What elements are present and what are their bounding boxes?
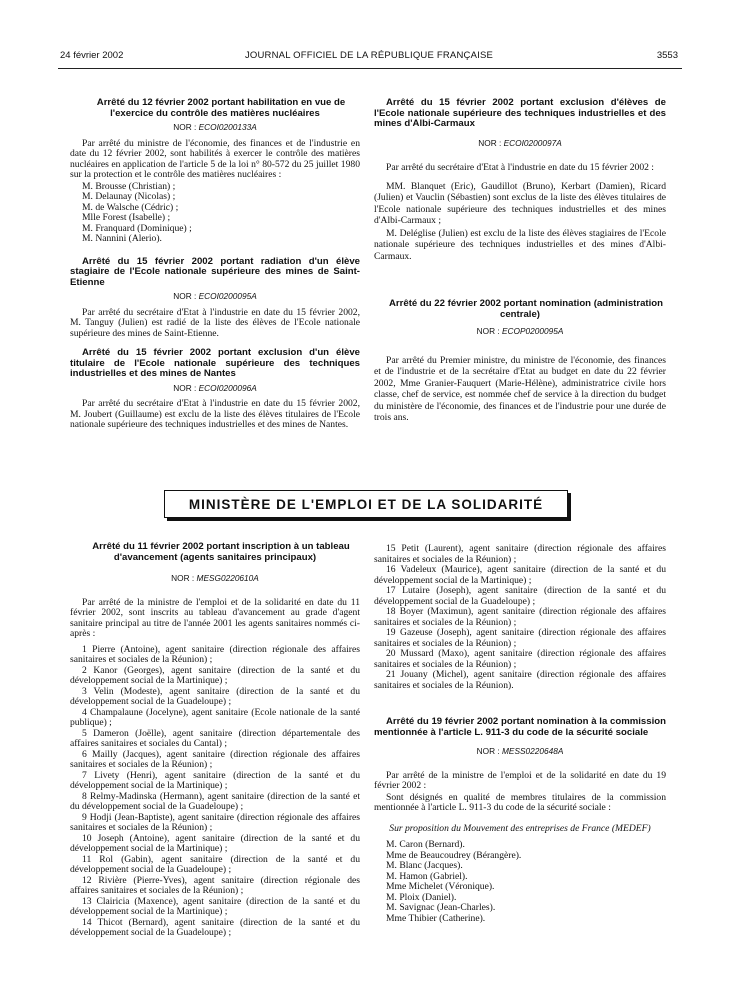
decree-block (70, 98, 360, 245)
list-item: M. Hamon (Gabriel). (386, 870, 468, 882)
header-journal-title: JOURNAL OFFICIEL DE LA RÉPUBLIQUE FRANÇAISE (244, 50, 494, 61)
list-item: 9 Hodji (Jean-Baptiste), agent sanitaire (direction régionale des affaires sanitaires et sociales de la Réunion) ; (70, 811, 360, 833)
name-list (70, 182, 360, 245)
list-item: M. Blanc (Jacques). (386, 860, 463, 871)
decree-title: Arrêté du 15 février 2002 portant radiation d'un élève stagiaire de l'Ecole nationale supérieure des mines de Saint-Etienne (70, 255, 360, 288)
list-item: 14 Thicot (Bernard), agent sanitaire (direction de la santé et du développement social de la Guadeloupe) ; (70, 916, 360, 938)
list-item: 7 Livety (Henri), agent sanitaire (direction de la santé et du développement social de la Martinique) ; (70, 769, 360, 791)
decree-title: Arrêté du 11 février 2002 portant inscription à un tableau d'avancement (agents sanitaires principaux) (92, 541, 350, 563)
decree-body: Sont désignés en qualité de membres titulaires de la commission mentionnée à l'article L. 911-3 du code de la sécurité sociale : (374, 791, 666, 813)
list-item: 8 Relmy-Madinska (Hermann), agent sanitaire (direction de la santé et du développement social de la Guadeloupe) ; (70, 790, 360, 812)
list-item: 20 Mussard (Maxo), agent sanitaire (direction régionale des affaires sanitaires et sociales de la Réunion) ; (374, 648, 666, 670)
nor-reference: NOR : MESS0220648A (476, 746, 564, 756)
decree-body: Par arrêté du secrétaire d'Etat à l'industrie en date du 15 février 2002, M. Joubert (Guillaume) est exclu de la liste des élèves titulaires de l'Ecole nationale supérieure des techniques industrielles et des mines de Nantes. (70, 398, 360, 430)
nor-reference: NOR : ECOI0200133A (173, 122, 257, 132)
list-item: 11 Rol (Gabin), agent sanitaire (direction de la santé et du développement social de la Guadeloupe) ; (70, 853, 360, 875)
list-item: Mme Michelet (Véronique). (386, 881, 495, 892)
nor-reference: NOR : ECOI0200096A (173, 382, 257, 393)
list-item: 16 Vadeleux (Maurice), agent sanitaire (direction de la santé et du développement social de la Martinique) ; (374, 564, 666, 586)
decree-body: Par arrêté de la ministre de l'emploi et de la solidarité en date du 19 février 2002 : (374, 769, 666, 791)
list-item: 2 Kanor (Georges), agent sanitaire (direction de la santé et du développement social de la Martinique) ; (70, 664, 360, 686)
decree-block (374, 98, 666, 262)
nor-reference: NOR : MESG0220610A (171, 573, 259, 583)
proposition-heading: Sur proposition du Mouvement des entreprises de France (MEDEF) (389, 822, 651, 834)
list-item: 10 Joseph (Antoine), agent sanitaire (direction de la santé et du développement social de la Martinique) ; (70, 832, 360, 854)
header-rule (58, 68, 682, 69)
list-item: 18 Boyer (Maximun), agent sanitaire (direction régionale des affaires sanitaires et sociales de la Réunion) ; (374, 606, 666, 628)
list-item: Mlle Forest (Isabelle) ; (82, 212, 171, 223)
top-right-column (374, 98, 666, 425)
decree-title: Arrêté du 15 février 2002 portant exclusion d'élèves de l'Ecole nationale supérieure des techniques industrielles et des mines d'Albi-Carmaux (374, 97, 666, 129)
decree-title: Arrêté du 12 février 2002 portant habilitation en vue de l'exercice du contrôle des matières nucléaires (96, 97, 346, 119)
ministry-banner: MINISTÈRE DE L'EMPLOI ET DE LA SOLIDARITÉ (164, 490, 568, 518)
decree-block (70, 348, 360, 431)
bottom-left-column (70, 542, 360, 939)
nor-reference: NOR : ECOP0200095A (476, 326, 564, 336)
decree-body: Par arrêté du Premier ministre, du ministre de l'économie, des finances et de l'industrie et de la secrétaire d'Etat au budget en date du 22 février 2002, Mme Granier-Fauquert (Marie-Hélène), administratrice civile hors classe, chef de service, est nommée chef de service à la direction du budget du ministère de l'économie, des finances et de l'industrie pour une durée de trois ans. (374, 354, 666, 423)
decree-title: Arrêté du 15 février 2002 portant exclusion d'un élève titulaire de l'Ecole nationale supérieure des techniques industrielles et des mines de Nantes (70, 347, 360, 379)
list-item: 13 Clairicia (Maxence), agent sanitaire (direction de la santé et du développement social de la Martinique) ; (70, 895, 360, 917)
nor-reference: NOR : ECOI0200095A (173, 291, 257, 301)
decree-body: MM. Blanquet (Eric), Gaudillot (Bruno), Kerbart (Damien), Ricard (Julien) et Vauclin (Sébastien) sont exclus de la liste des élèves titulaires de l'Ecole nationale supérieure des techniques industrielles et des mines d'Albi-Carmaux ; (374, 180, 666, 226)
decree-title: Arrêté du 22 février 2002 portant nomination (administration centrale) (388, 298, 663, 320)
list-item: 12 Rivière (Pierre-Yves), agent sanitaire (direction régionale des affaires sanitaires et sociales de la Réunion) ; (70, 874, 360, 896)
list-item: 5 Dameron (Joëlle), agent sanitaire (direction départementale des affaires sanitaires et sociales du Cantal) ; (70, 727, 360, 749)
list-item: 1 Pierre (Antoine), agent sanitaire (direction régionale des affaires sanitaires et sociales de la Réunion) ; (70, 643, 360, 665)
list-item: M. Savignac (Jean-Charles). (386, 902, 496, 913)
agent-list (374, 544, 666, 691)
list-item: Mme Thibier (Catherine). (386, 912, 486, 924)
header-date: 24 février 2002 (60, 50, 124, 61)
list-item: 6 Mailly (Jacques), agent sanitaire (direction régionale des affaires sanitaires et sociales de la Réunion) ; (70, 748, 360, 770)
decree-body: Par arrêté du ministre de l'économie, des finances et de l'industrie en date du 12 février 2002, sont habilités à exercer le contrôle des matières nucléaires en application de l'article 5 de la loi n° 80-572 du 25 juillet 1980 sur la protection et le contrôle des matières nucléaires : (70, 137, 360, 180)
decree-body: M. Deléglise (Julien) est exclu de la liste des élèves stagiaires de l'Ecole nationale supérieure des techniques industrielles et des mines d'Albi-Carmaux. (374, 227, 666, 262)
decree-title: Arrêté du 19 février 2002 portant nomination à la commission mentionnée à l'article L. 911-3 du code de la sécurité sociale (374, 716, 666, 738)
list-item: M. Brousse (Christian) ; (82, 180, 176, 192)
agent-list (70, 645, 360, 939)
list-item: 4 Champalaune (Jocelyne), agent sanitaire (Ecole nationale de la santé publique) ; (70, 706, 360, 728)
list-item: M. Caron (Bernard). (386, 839, 465, 850)
list-item: 21 Jouany (Michel), agent sanitaire (direction régionale des affaires sanitaires et sociales de la Réunion). (374, 669, 666, 691)
list-item: M. de Walsche (Cédric) ; (82, 201, 179, 213)
decree-block (70, 257, 360, 340)
list-item: 19 Gazeuse (Joseph), agent sanitaire (direction régionale des affaires sanitaires et sociales de la Réunion) ; (374, 627, 666, 649)
header-page-number: 3553 (656, 50, 678, 61)
list-item: M. Nannini (Alerio). (82, 233, 162, 244)
list-item: M. Franquard (Dominique) ; (82, 222, 192, 234)
list-item: 17 Lutaire (Joseph), agent sanitaire (direction de la santé et du développement social de la Guadeloupe) ; (374, 585, 666, 607)
list-item: 3 Velin (Modeste), agent sanitaire (direction de la santé et du développement social de la Guadeloupe) ; (70, 685, 360, 707)
bottom-right-column (374, 544, 666, 924)
list-item: M. Delaunay (Nicolas) ; (82, 191, 176, 202)
list-item: 15 Petit (Laurent), agent sanitaire (direction régionale des affaires sanitaires et sociales de la Réunion) ; (374, 543, 666, 565)
decree-body: Par arrêté du secrétaire d'Etat à l'industrie en date du 15 février 2002, M. Tanguy (Julien) est radié de la liste des élèves de l'Ecole nationale supérieure des mines de Saint-Etienne. (70, 306, 360, 339)
top-left-column (70, 98, 360, 432)
page-header (60, 50, 678, 64)
decree-body: Par arrêté du secrétaire d'Etat à l'industrie en date du 15 février 2002 : (386, 162, 654, 173)
list-item: Mme de Beaucoudrey (Bérangère). (386, 849, 522, 861)
member-list (374, 840, 666, 924)
list-item: M. Ploix (Daniel). (386, 891, 457, 903)
decree-body: Par arrêté de la ministre de l'emploi et de la solidarité en date du 11 février 2002, sont inscrits au tableau d'avancement au grade d'agent sanitaire principal au titre de l'année 2001 les agents sanitaires nommés ci-après : (70, 596, 360, 639)
nor-reference: NOR : ECOI0200097A (478, 137, 562, 148)
decree-block (374, 299, 666, 424)
